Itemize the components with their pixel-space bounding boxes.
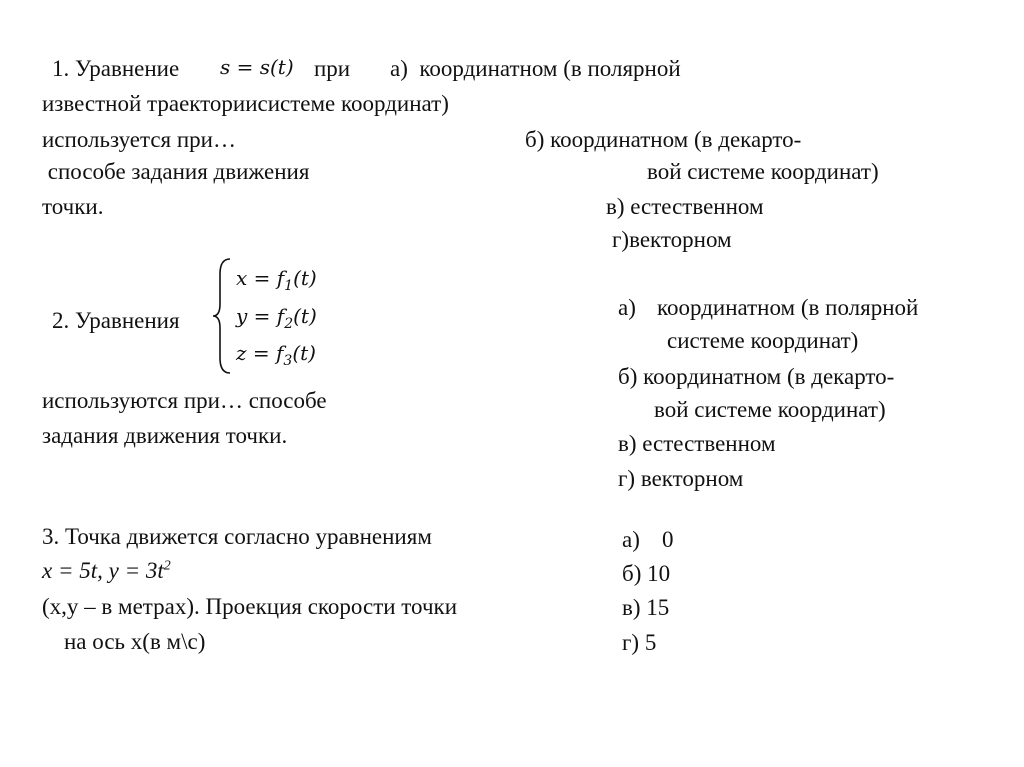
q3-line-3: (x,y – в метрах). Проекция скорости точки	[42, 594, 458, 619]
q1-option-a: а) координатном (в полярной	[390, 56, 681, 81]
q2-line-1: используются при… способе	[42, 388, 327, 413]
q2-brace	[210, 256, 234, 376]
q1-option-d: г)векторном	[612, 227, 732, 252]
q3-option-b: б) 10	[622, 561, 671, 586]
q3-option-a: 0	[662, 527, 674, 552]
q3-line-1: 3. Точка движется согласно уравнениям	[42, 524, 432, 549]
q1-line-3: способе задания движения	[42, 159, 310, 184]
q1-line-1: известной траекториисистеме координат)	[42, 91, 449, 116]
q3-option-d: г) 5	[622, 630, 657, 655]
q2-option-a: координатном (в полярной	[657, 295, 919, 320]
q1-line-2: используется при…	[42, 127, 236, 152]
q2-option-a-cont: системе координат)	[667, 328, 859, 353]
q1-intro: 1. Уравнение	[52, 56, 180, 81]
q3-option-c: в) 15	[622, 595, 670, 620]
q1-option-b-cont: вой системе координат)	[647, 159, 879, 184]
q1-equation: s = s(t)	[220, 55, 294, 79]
q2-option-b-cont: вой системе координат)	[654, 397, 886, 422]
q3-line-4: на ось x(в м\с)	[64, 629, 206, 654]
q2-eq-x: $x = f_1(t)$	[236, 266, 317, 294]
q2-line-2: задания движения точки.	[42, 423, 288, 448]
q2-label: 2. Уравнения	[52, 308, 180, 333]
q2-option-d: г) векторном	[618, 466, 744, 491]
q1-line-4: точки.	[42, 194, 104, 219]
q1-option-b: б) координатном (в декарто-	[525, 127, 802, 152]
q2-option-a-label: а)	[618, 295, 636, 320]
q2-option-c: в) естественном	[618, 431, 776, 456]
q2-eq-z: $z = f_3(t)$	[236, 341, 316, 369]
q2-eq-y: $y = f_2(t)$	[236, 304, 317, 332]
q2-option-b: б) координатном (в декарто-	[618, 364, 895, 389]
q3-option-a-label: а)	[622, 527, 640, 552]
q3-equations: x = 5t, $y = 3t^2$	[42, 558, 171, 583]
q1-at: при	[314, 56, 351, 81]
q1-option-c: в) естественном	[606, 194, 764, 219]
